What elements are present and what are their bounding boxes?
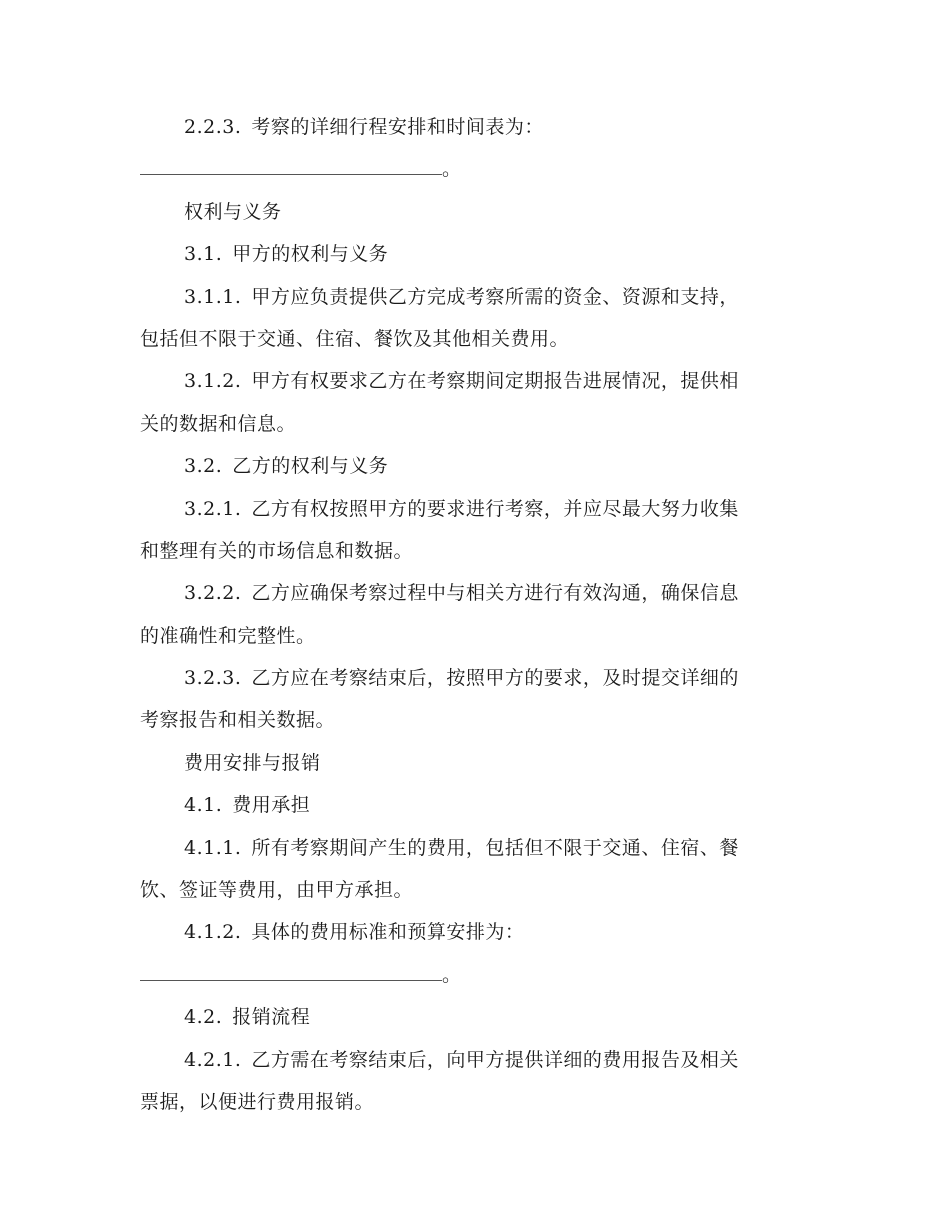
clause-number: 4.1. (184, 794, 223, 817)
paragraph-continuation-line (140, 615, 802, 657)
blank-suffix: 。 (442, 158, 462, 181)
paragraph-continuation-line (140, 530, 802, 572)
blank-underline (140, 966, 442, 981)
paragraph-first-line (140, 191, 802, 233)
paragraph-text: 关的数据和信息。 (140, 412, 297, 435)
paragraph-text: 所有考察期间产生的费用，包括但不限于交通、住宿、餐 (251, 836, 739, 859)
paragraph-text: 甲方应负责提供乙方完成考察所需的资金、资源和支持， (251, 285, 739, 308)
paragraph-text: 饮、签证等费用，由甲方承担。 (140, 879, 414, 902)
blank-underline (140, 160, 442, 175)
paragraph-first-line (140, 445, 802, 487)
paragraph-text: 报销流程 (232, 1006, 311, 1029)
paragraph-first-line (140, 996, 802, 1038)
paragraph-first-line (140, 911, 802, 953)
paragraph-first-line (140, 784, 802, 826)
paragraph-text: 甲方有权要求乙方在考察期间定期报告进展情况，提供相 (251, 370, 739, 393)
paragraph-text: 乙方需在考察结束后，向甲方提供详细的费用报告及相关 (251, 1048, 739, 1071)
clause-number: 4.1.2. (184, 921, 242, 944)
paragraph-text: 费用承担 (232, 794, 311, 817)
clause-number: 3.2.3. (184, 667, 242, 690)
paragraph-first-line (140, 488, 802, 530)
paragraph-text: 考察的详细行程安排和时间表为： (251, 116, 544, 138)
paragraph-first-line (140, 827, 802, 869)
clause-number: 4.2.1. (184, 1048, 242, 1071)
paragraph-text: 票据，以便进行费用报销。 (140, 1090, 375, 1113)
paragraph-text: 具体的费用标准和预算安排为： (251, 921, 525, 944)
clause-number: 3.1.1. (184, 285, 242, 308)
paragraph-first-line (140, 1039, 802, 1081)
paragraph-continuation-line (140, 318, 802, 360)
clause-number: 4.1.1. (184, 836, 242, 859)
clause-number: 4.2. (184, 1006, 223, 1029)
clause-number: 3.2.2. (184, 582, 242, 605)
paragraph-text: 乙方的权利与义务 (232, 455, 389, 478)
paragraph-text: 乙方应在考察结束后，按照甲方的要求，及时提交详细的 (251, 667, 739, 690)
paragraph-text: 甲方的权利与义务 (232, 243, 389, 266)
paragraph-text: 权利与义务 (184, 200, 282, 223)
paragraph-first-line (140, 360, 802, 402)
paragraph-first-line (140, 276, 802, 318)
paragraph-continuation-line (140, 699, 802, 741)
paragraph-first-line (140, 572, 802, 614)
clause-number: 3.2. (184, 455, 223, 478)
paragraph-continuation-line (140, 403, 802, 445)
paragraph-first-line (140, 233, 802, 275)
clause-number: 3.1. (184, 243, 223, 266)
paragraph-first-line (140, 657, 802, 699)
clause-number: 3.2.1. (184, 497, 242, 520)
paragraph-text: 考察报告和相关数据。 (140, 709, 336, 732)
paragraph-text: 乙方应确保考察过程中与相关方进行有效沟通，确保信息 (251, 582, 739, 605)
clause-number: 3.1.2. (184, 370, 242, 393)
fill-in-blank-line (140, 954, 802, 996)
paragraph-text: 的准确性和完整性。 (140, 624, 316, 647)
document-body (140, 106, 802, 1123)
paragraph-continuation-line (140, 1081, 802, 1123)
blank-suffix: 。 (442, 963, 462, 986)
paragraph-text: 和整理有关的市场信息和数据。 (140, 539, 414, 562)
paragraph-first-line (140, 106, 802, 148)
clause-number: 2.2.3. (184, 116, 242, 138)
paragraph-first-line (140, 742, 802, 784)
paragraph-text: 费用安排与报销 (184, 751, 321, 774)
paragraph-continuation-line (140, 869, 802, 911)
paragraph-text: 包括但不限于交通、住宿、餐饮及其他相关费用。 (140, 327, 570, 350)
fill-in-blank-line (140, 148, 802, 190)
paragraph-text: 乙方有权按照甲方的要求进行考察，并应尽最大努力收集 (251, 497, 739, 520)
